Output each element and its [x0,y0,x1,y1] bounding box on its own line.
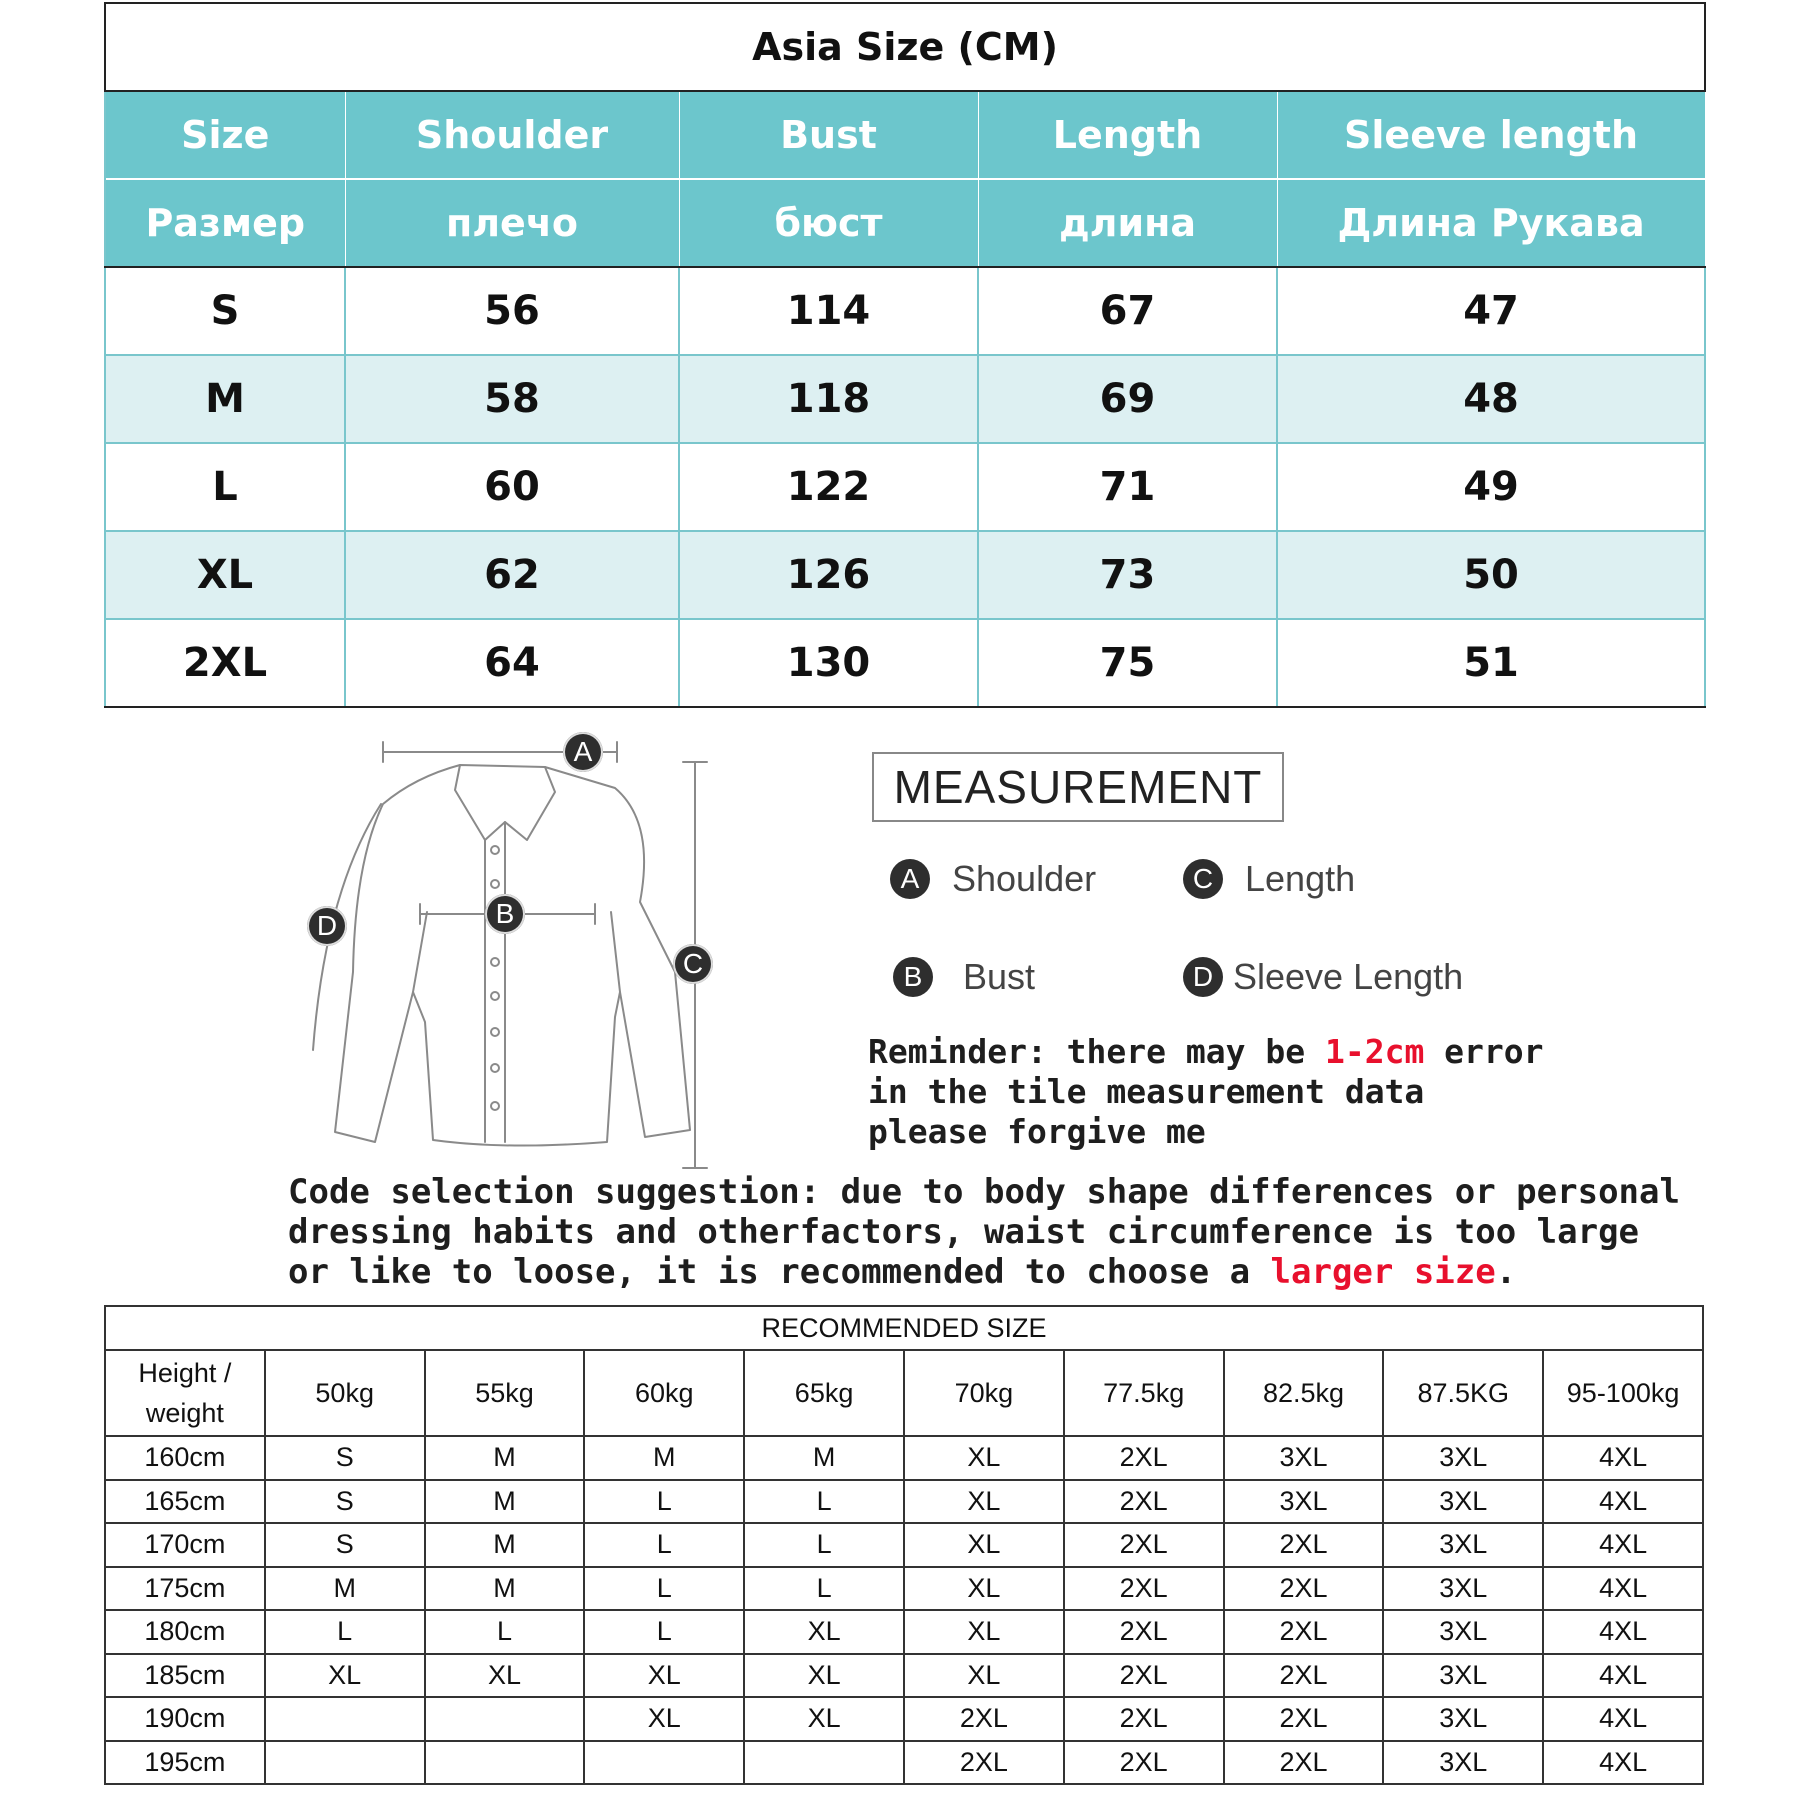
size-table-title: Asia Size (CM) [105,3,1705,91]
size-recommendation-cell: S [265,1523,425,1567]
suggestion-text: or like to loose, it is recommended to choose a [288,1252,1271,1292]
shoulder-cell: 58 [345,355,679,443]
size-recommendation-cell: L [425,1610,585,1654]
size-recommendation-cell: 3XL [1383,1741,1543,1785]
weight-header: 55kg [425,1350,585,1436]
size-recommendation-cell: 2XL [1064,1697,1224,1741]
size-recommendation-cell: 2XL [1064,1436,1224,1480]
sleeve-cell: 50 [1277,531,1705,619]
header-size-ru: Размер [105,179,345,267]
size-recommendation-cell: 2XL [1224,1523,1384,1567]
header-length: Length [978,91,1277,179]
size-recommendation-cell: 3XL [1383,1610,1543,1654]
shirt-diagram [295,722,745,1172]
size-recommendation-cell: 3XL [1383,1480,1543,1524]
reminder-highlight: 1-2cm [1324,1032,1425,1071]
size-recommendation-cell: XL [744,1610,904,1654]
sleeve-cell: 49 [1277,443,1705,531]
size-recommendation-cell [265,1697,425,1741]
recommended-title: RECOMMENDED SIZE [105,1306,1703,1350]
height-cell: 170cm [105,1523,265,1567]
weight-header: 50kg [265,1350,425,1436]
size-recommendation-cell: XL [904,1436,1064,1480]
height-cell: 160cm [105,1436,265,1480]
height-cell: 195cm [105,1741,265,1785]
size-recommendation-cell: XL [904,1654,1064,1698]
legend-label: Shoulder [952,858,1097,899]
shoulder-cell: 60 [345,443,679,531]
size-cell: L [105,443,345,531]
header-length-ru: длина [978,179,1277,267]
size-recommendation-cell [584,1741,744,1785]
weight-header: 70kg [904,1350,1064,1436]
size-recommendation-cell [425,1741,585,1785]
length-cell: 73 [978,531,1277,619]
size-recommendation-cell: XL [904,1480,1064,1524]
reminder-text: Reminder: there may be [868,1032,1325,1071]
size-recommendation-cell: L [744,1480,904,1524]
badge-c-icon: C [673,944,713,984]
size-recommendation-cell: 3XL [1383,1697,1543,1741]
length-cell: 69 [978,355,1277,443]
reminder-note [868,1032,1544,1152]
shoulder-cell: 64 [345,619,679,707]
table-row [105,1654,1703,1698]
legend-sleeve-length [1183,956,1463,998]
size-recommendation-cell: XL [584,1697,744,1741]
weight-header-row [105,1350,1703,1436]
bust-cell: 126 [679,531,978,619]
size-table [104,2,1706,708]
size-recommendation-cell: 4XL [1543,1654,1703,1698]
size-recommendation-cell: M [425,1436,585,1480]
size-recommendation-cell [425,1697,585,1741]
shoulder-cell: 62 [345,531,679,619]
measurement-title: MEASUREMENT [872,752,1284,822]
table-row [105,1480,1703,1524]
table-row [105,1523,1703,1567]
size-recommendation-cell: XL [744,1697,904,1741]
reminder-text: please forgive me [868,1112,1206,1151]
corner-label: Height / [138,1358,232,1388]
recommended-size-table [104,1305,1704,1785]
size-recommendation-cell: S [265,1480,425,1524]
size-recommendation-cell: L [584,1480,744,1524]
size-recommendation-cell: 4XL [1543,1741,1703,1785]
size-recommendation-cell: L [584,1567,744,1611]
length-cell: 71 [978,443,1277,531]
size-recommendation-cell: M [425,1567,585,1611]
table-row [105,1567,1703,1611]
legend-length [1183,858,1355,900]
size-recommendation-cell: XL [584,1654,744,1698]
sleeve-cell: 48 [1277,355,1705,443]
size-recommendation-cell: 2XL [904,1741,1064,1785]
reminder-text: in the tile measurement data [868,1072,1425,1111]
badge-a-icon: A [563,732,603,772]
weight-header: 87.5KG [1383,1350,1543,1436]
suggestion-highlight: larger size [1270,1252,1496,1292]
legend-shoulder [890,858,1096,900]
size-row [105,531,1705,619]
size-suggestion-note [288,1172,1680,1292]
reminder-text: error [1424,1032,1544,1071]
legend-label: Sleeve Length [1233,956,1464,997]
length-cell: 75 [978,619,1277,707]
size-recommendation-cell: 4XL [1543,1697,1703,1741]
size-cell: M [105,355,345,443]
legend-label: Bust [963,956,1036,997]
legend-bust [893,956,1035,998]
header-shoulder: Shoulder [345,91,679,179]
header-sleeve-length: Sleeve length [1277,91,1705,179]
size-recommendation-cell: 2XL [904,1697,1064,1741]
size-row [105,355,1705,443]
size-recommendation-cell: 2XL [1224,1610,1384,1654]
length-cell: 67 [978,267,1277,355]
size-recommendation-cell: M [425,1480,585,1524]
bust-cell: 130 [679,619,978,707]
header-size: Size [105,91,345,179]
size-recommendation-cell: 4XL [1543,1523,1703,1567]
table-row [105,1610,1703,1654]
size-recommendation-cell: M [584,1436,744,1480]
height-cell: 180cm [105,1610,265,1654]
size-recommendation-cell: L [584,1523,744,1567]
weight-header: 65kg [744,1350,904,1436]
height-cell: 190cm [105,1697,265,1741]
size-recommendation-cell: 4XL [1543,1480,1703,1524]
weight-header: 95-100kg [1543,1350,1703,1436]
size-recommendation-cell: L [744,1567,904,1611]
bust-cell: 114 [679,267,978,355]
size-recommendation-cell: 2XL [1224,1654,1384,1698]
size-row [105,619,1705,707]
size-cell: 2XL [105,619,345,707]
size-recommendation-cell: 2XL [1064,1480,1224,1524]
size-recommendation-cell: 4XL [1543,1567,1703,1611]
size-recommendation-cell: M [744,1436,904,1480]
header-shoulder-ru: плечо [345,179,679,267]
height-cell: 165cm [105,1480,265,1524]
size-cell: XL [105,531,345,619]
size-recommendation-cell: XL [265,1654,425,1698]
size-recommendation-cell [265,1741,425,1785]
size-recommendation-cell: 3XL [1224,1480,1384,1524]
table-row [105,1697,1703,1741]
size-recommendation-cell: 3XL [1224,1436,1384,1480]
table-row [105,1741,1703,1785]
height-weight-corner [105,1350,265,1436]
size-recommendation-cell: 3XL [1383,1567,1543,1611]
weight-header: 60kg [584,1350,744,1436]
shirt-outline-icon [295,722,745,1172]
size-recommendation-cell: L [744,1523,904,1567]
size-recommendation-cell: 2XL [1064,1567,1224,1611]
header-bust-ru: бюст [679,179,978,267]
suggestion-text: . [1495,1252,1517,1292]
size-recommendation-cell: M [425,1523,585,1567]
size-row [105,443,1705,531]
size-recommendation-cell: S [265,1436,425,1480]
corner-label: weight [145,1398,224,1428]
size-recommendation-cell: XL [744,1654,904,1698]
size-recommendation-cell: M [265,1567,425,1611]
size-recommendation-cell: XL [904,1523,1064,1567]
shoulder-cell: 56 [345,267,679,355]
weight-header: 77.5kg [1064,1350,1224,1436]
size-recommendation-cell: 2XL [1064,1523,1224,1567]
size-recommendation-cell: XL [904,1610,1064,1654]
header-sleeve-length-ru: Длина Рукава [1277,179,1705,267]
size-row [105,267,1705,355]
badge-d-icon: D [1183,957,1223,997]
badge-b-icon: B [485,894,525,934]
legend-label: Length [1245,858,1356,899]
badge-a-icon: A [890,859,930,899]
suggestion-text: dressing habits and otherfactors, waist circumference is too large [288,1212,1640,1252]
badge-b-icon: B [893,957,933,997]
size-cell: S [105,267,345,355]
badge-c-icon: C [1183,859,1223,899]
size-recommendation-cell: 2XL [1224,1741,1384,1785]
height-cell: 185cm [105,1654,265,1698]
suggestion-text: Code selection suggestion: due to body shape differences or personal [288,1172,1680,1212]
badge-d-icon: D [307,906,347,946]
size-recommendation-cell: 2XL [1224,1567,1384,1611]
weight-header: 82.5kg [1224,1350,1384,1436]
sleeve-cell: 51 [1277,619,1705,707]
size-recommendation-cell [744,1741,904,1785]
size-recommendation-cell: 2XL [1064,1654,1224,1698]
size-recommendation-cell: 2XL [1064,1610,1224,1654]
bust-cell: 118 [679,355,978,443]
size-recommendation-cell: XL [904,1567,1064,1611]
size-recommendation-cell: 2XL [1224,1697,1384,1741]
sleeve-cell: 47 [1277,267,1705,355]
size-recommendation-cell: L [584,1610,744,1654]
size-recommendation-cell: 3XL [1383,1523,1543,1567]
size-recommendation-cell: 2XL [1064,1741,1224,1785]
size-recommendation-cell: L [265,1610,425,1654]
table-row [105,1436,1703,1480]
size-recommendation-cell: XL [425,1654,585,1698]
size-recommendation-cell: 3XL [1383,1654,1543,1698]
bust-cell: 122 [679,443,978,531]
height-cell: 175cm [105,1567,265,1611]
size-recommendation-cell: 4XL [1543,1610,1703,1654]
size-recommendation-cell: 4XL [1543,1436,1703,1480]
header-bust: Bust [679,91,978,179]
size-recommendation-cell: 3XL [1383,1436,1543,1480]
